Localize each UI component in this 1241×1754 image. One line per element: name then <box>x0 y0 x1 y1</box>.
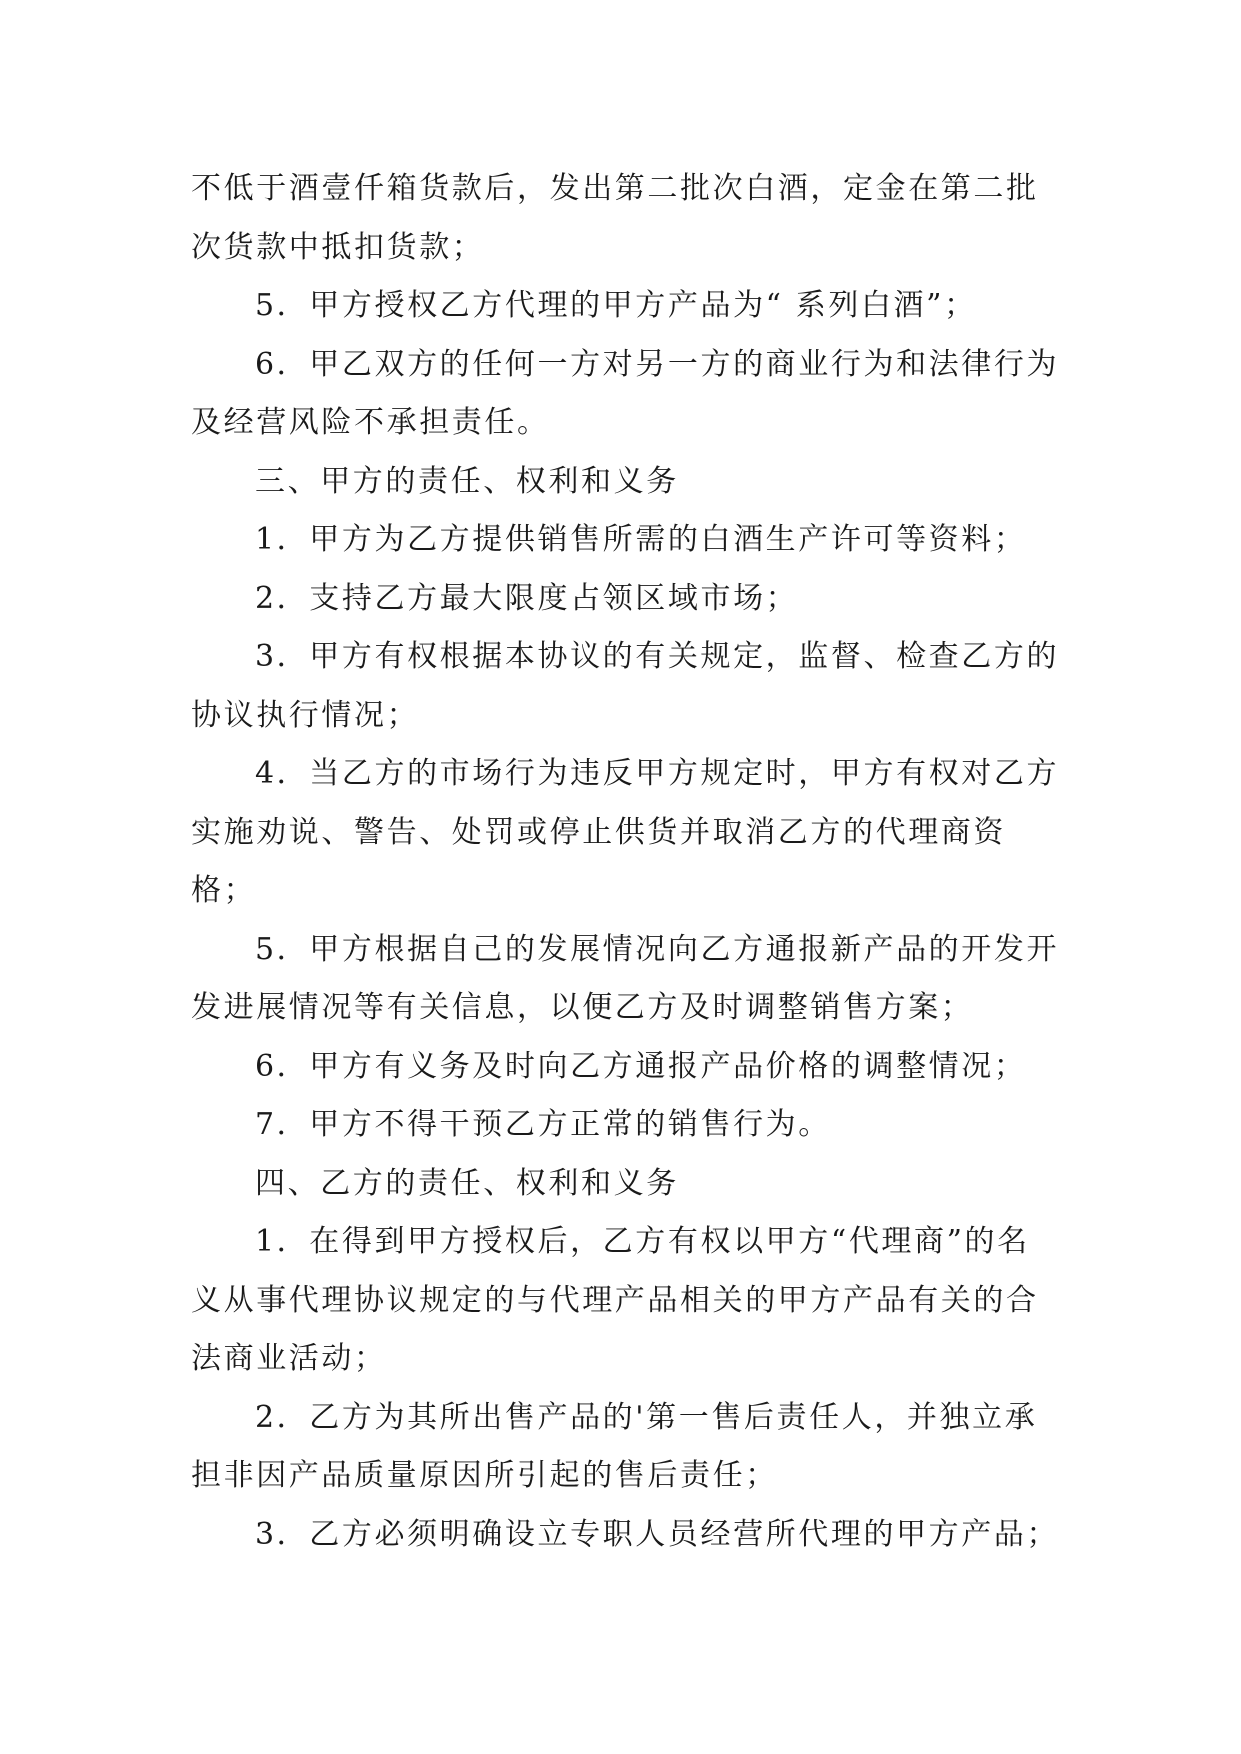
document-body <box>191 160 1061 1564</box>
paragraph-3-item-3: 3．甲方有权根据本协议的有关规定，监督、检查乙方的协议执行情况； <box>191 639 1060 733</box>
paragraph-2-item-5: 5．甲方授权乙方代理的甲方产品为“ 系列白酒”； <box>255 288 977 323</box>
paragraph-continuation: 不低于酒壹仟箱货款后，发出第二批次白酒，定金在第二批次货款中抵扣货款； <box>191 171 1039 265</box>
paragraph-3-item-4: 4．当乙方的市场行为违反甲方规定时，甲方有权对乙方实施劝说、警告、处罚或停止供货并取消乙方的代理商资格； <box>191 756 1060 908</box>
paragraph-4-item-1: 1．在得到甲方授权后，乙方有权以甲方“代理商”的名义从事代理协议规定的与代理产品相关的甲方产品有关的合法商业活动； <box>191 1224 1039 1376</box>
paragraph-3-item-2: 2．支持乙方最大限度占领区域市场； <box>255 580 799 616</box>
paragraph-3-item-6: 6．甲方有义务及时向乙方通报产品价格的调整情况； <box>255 1048 1027 1084</box>
paragraph-3-item-5: 5．甲方根据自己的发展情况向乙方通报新产品的开发开发进展情况等有关信息，以便乙方及时调整销售方案； <box>191 931 1060 1025</box>
section-heading-3: 三、甲方的责任、权利和义务 <box>255 463 679 499</box>
paragraph-2-item-6: 6．甲乙双方的任何一方对另一方的商业行为和法律行为及经营风险不承担责任。 <box>191 346 1060 440</box>
section-heading-4: 四、乙方的责任、权利和义务 <box>255 1165 679 1201</box>
paragraph-4-item-2: 2．乙方为其所出售产品的'第一售后责任人，并独立承担非因产品质量原因所引起的售后责任； <box>191 1399 1038 1493</box>
paragraph-4-item-3: 3．乙方必须明确设立专职人员经营所代理的甲方产品； <box>255 1516 1060 1552</box>
paragraph-3-item-7: 7．甲方不得干预乙方正常的销售行为。 <box>255 1107 831 1142</box>
paragraph-3-item-1: 1．甲方为乙方提供销售所需的白酒生产许可等资料； <box>255 522 1027 557</box>
